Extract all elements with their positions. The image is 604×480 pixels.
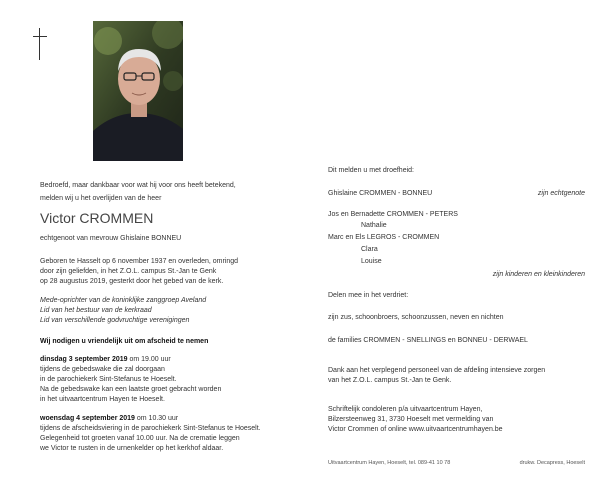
day2-line-3: we Victor te rusten in de urnenkelder op het kerkhof aldaar.	[40, 445, 224, 452]
day2-line-1: tijdens de afscheidsviering in de parochiekerk Sint-Stefanus te Hoeselt.	[40, 425, 261, 432]
thanks-line-1: Dank aan het verplegend personeel van de afdeling intensieve zorgen	[328, 367, 546, 374]
thanks-line-2: van het Z.O.L. campus St.-Jan te Genk.	[328, 377, 452, 384]
family-2: Marc en Els LEGROS - CROMMEN	[328, 234, 440, 241]
day1-line-3: Na de gebedswake kan een laatste groet gebracht worden	[40, 386, 222, 393]
day2-heading	[40, 414, 178, 424]
families-line: de families CROMMEN - SNELLINGS en BONNEU - DERWAEL	[328, 337, 528, 344]
family-2-child-1: Clara	[361, 246, 378, 253]
family-2-child-2: Louise	[361, 258, 382, 265]
announce-line: Dit melden u met droefheid:	[328, 167, 414, 174]
role-line-1: Mede-oprichter van de koninklijke zanggroep Aveland	[40, 297, 207, 304]
intro-line-2: melden wij u het overlijden van de heer	[40, 195, 162, 202]
invite-heading: Wij nodigen u vriendelijk uit om afscheid te nemen	[40, 338, 209, 345]
day1-date: dinsdag 3 september 2019	[40, 356, 128, 363]
condolences-line-1: Schriftelijk condoleren p/a uitvaartcentrum Hayen,	[328, 406, 483, 413]
spouse-name: Ghislaine CROMMEN - BONNEU	[328, 190, 433, 197]
portrait-photo	[93, 21, 183, 161]
role-line-2: Lid van het bestuur van de kerkraad	[40, 307, 152, 314]
spouse-line: echtgenoot van mevrouw Ghislaine BONNEU	[40, 235, 182, 242]
day1-line-4: in het uitvaartcentrum Hayen te Hoeselt.	[40, 396, 165, 403]
family-1: Jos en Bernadette CROMMEN - PETERS	[328, 211, 458, 218]
deceased-name: Victor CROMMEN	[40, 210, 154, 226]
condolences-line-2: Bilzersteenweg 31, 3730 Hoeselt met vermelding van	[328, 416, 494, 423]
share-line: Delen mee in het verdriet:	[328, 292, 409, 299]
day1-time: om 19.00 uur	[127, 356, 171, 363]
day2-line-2: Gelegenheid tot groeten vanaf 10.00 uur. Na de crematie leggen	[40, 435, 240, 442]
spouse-role: zijn echtgenote	[537, 190, 585, 197]
bio-line-2: door zijn geliefden, in het Z.O.L. campus St.-Jan te Genk	[40, 268, 217, 275]
condolences-line-3: Victor Crommen of online www.uitvaartcentrumhayen.be	[328, 426, 503, 433]
day2-time: om 10.30 uur	[134, 415, 179, 422]
printer-footer: drukw. Decapress, Hoeselt	[519, 460, 585, 466]
funeral-home-footer: Uitvaartcentrum Hayen, Hoeselt, tel. 089-41 10 78	[328, 460, 451, 466]
intro-line-1: Bedroefd, maar dankbaar voor wat hij voor ons heeft betekend,	[40, 182, 236, 189]
relatives-line: zijn zus, schoonbroers, schoonzussen, neven en nichten	[328, 314, 504, 321]
day1-line-1: tijdens de gebedswake die zal doorgaan	[40, 366, 165, 373]
role-line-3: Lid van verschillende godvruchtige verenigingen	[40, 317, 190, 324]
day2-date: woensdag 4 september 2019	[40, 415, 135, 422]
day1-heading	[40, 355, 171, 365]
bio-line-1: Geboren te Hasselt op 6 november 1937 en overleden, omringd	[40, 258, 239, 265]
bio-line-3: op 28 augustus 2019, gesterkt door het gebed van de kerk.	[40, 278, 224, 285]
cross-icon	[33, 28, 47, 60]
children-role: zijn kinderen en kleinkinderen	[492, 271, 585, 278]
family-1-child: Nathalie	[361, 222, 387, 229]
day1-line-2: in de parochiekerk Sint-Stefanus te Hoeselt.	[40, 376, 177, 383]
